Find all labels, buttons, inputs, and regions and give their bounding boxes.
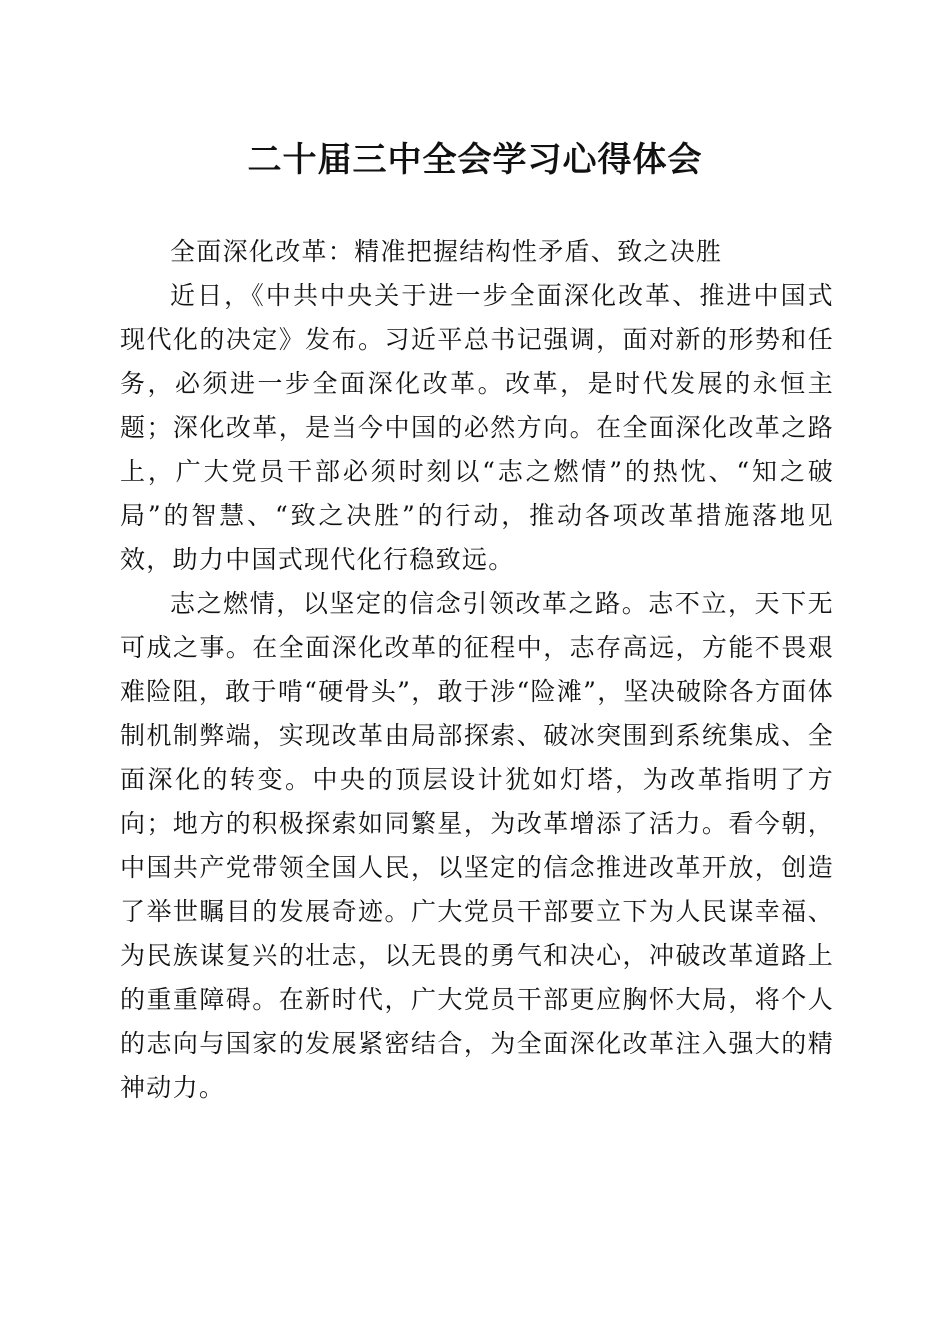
paragraph-ambition: 志之燃情，以坚定的信念引领改革之路。志不立，天下无可成之事。在全面深化改革的征程中，志存高远，方能不畏艰难险阻，敢于啃“硬骨头”，敢于涉“险滩”，坚决破除各方面体制机制弊端，实现改革由局部探索、破冰突围到系统集成、全面深化的转变。中央的顶层设计犹如灯塔，为改革指明了方向；地方的积极探索如同繁星，为改革增添了活力。看今朝，中国共产党带领全国人民，以坚定的信念推进改革开放，创造了举世瞩目的发展奇迹。广大党员干部要立下为人民谋幸福、为民族谋复兴的壮志，以无畏的勇气和决心，冲破改革道路上的重重障碍。在新时代，广大党员干部更应胸怀大局，将个人的志向与国家的发展紧密结合，为全面深化改革注入强大的精神动力。 — [120, 589, 834, 1102]
section-subtitle: 全面深化改革：精准把握结构性矛盾、致之决胜 — [170, 237, 723, 266]
page-title: 二十届三中全会学习心得体会 — [247, 140, 703, 180]
paragraph-intro: 近日，《中共中央关于进一步全面深化改革、推进中国式现代化的决定》发布。习近平总书记强调，面对新的形势和任务，必须进一步全面深化改革。改革，是时代发展的永恒主题；深化改革，是当今中国的必然方向。在全面深化改革之路上，广大党员干部必须时刻以“志之燃情”的热忱、“知之破局”的智慧、“致之决胜”的行动，推动各项改革措施落地见效，助力中国式现代化行稳致远。 — [120, 281, 834, 574]
document-body — [120, 230, 834, 1110]
